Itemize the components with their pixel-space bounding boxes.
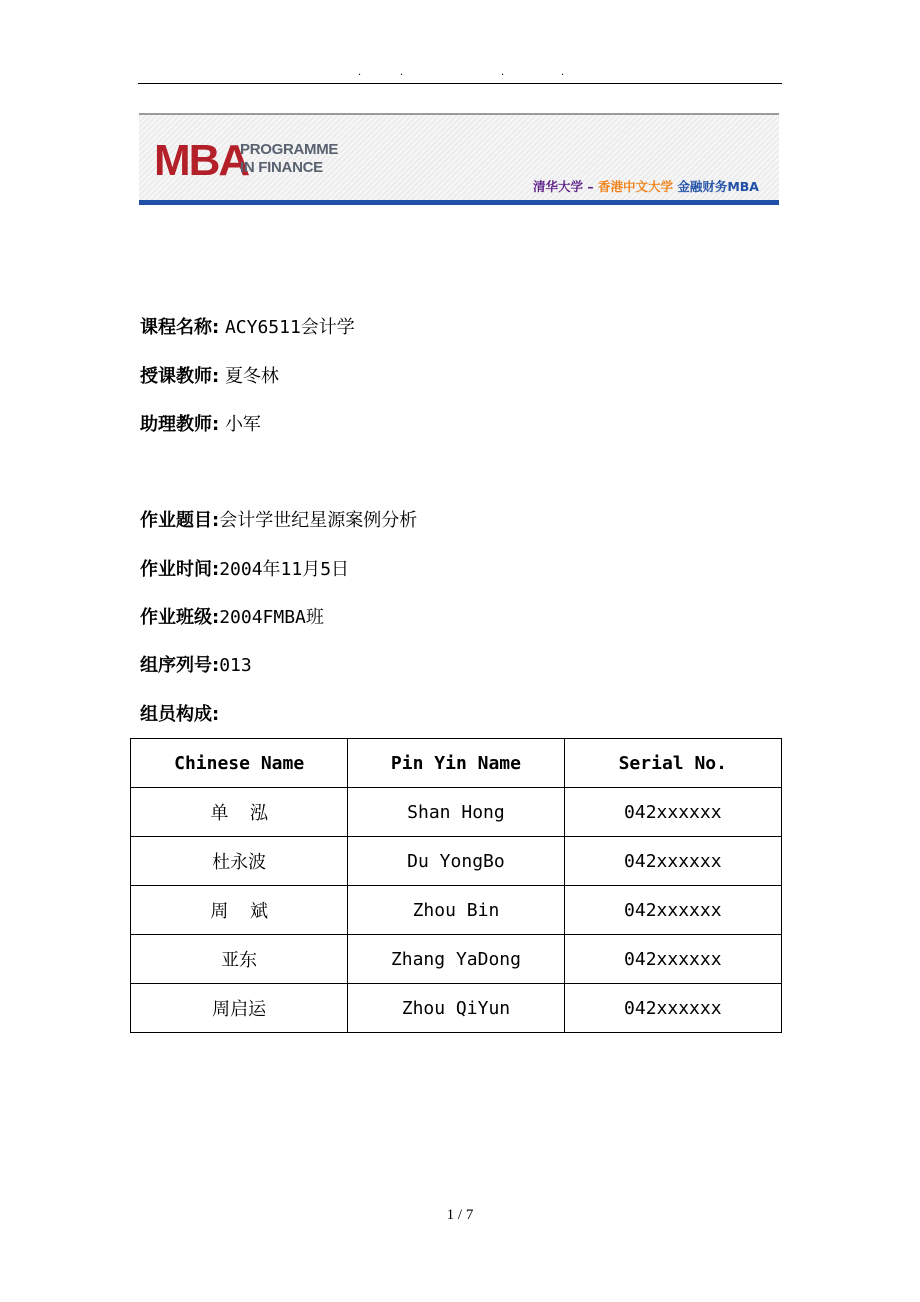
class-field [140, 606, 324, 630]
table-row [131, 935, 782, 984]
table-row [131, 886, 782, 935]
header-dot: . [358, 67, 362, 78]
teacher-label: 授课教师: [140, 366, 220, 387]
cell-pinyin-name: Zhang YaDong [348, 935, 564, 984]
table-row [131, 984, 782, 1033]
cell-pinyin-name: Du YongBo [348, 837, 564, 886]
topic-value: 会计学世纪星源案例分析 [219, 510, 418, 531]
header-dots [138, 66, 782, 80]
cell-serial-no: 042xxxxxx [564, 935, 781, 984]
partner-program: 金融财务MBA [677, 179, 759, 194]
topic-label: 作业题目: [140, 510, 220, 531]
class-value: 2004FMBA班 [219, 607, 324, 628]
cell-pinyin-name: Zhou QiYun [348, 984, 564, 1033]
cell-serial-no: 042xxxxxx [564, 984, 781, 1033]
cell-chinese-name: 周启运 [131, 984, 348, 1033]
assistant-field [140, 413, 261, 437]
assistant-value: 小军 [224, 414, 261, 435]
cell-chinese-name: 周 斌 [131, 886, 348, 935]
cell-serial-no: 042xxxxxx [564, 837, 781, 886]
header-serial-no: Serial No. [564, 739, 781, 788]
assistant-label: 助理教师: [140, 414, 220, 435]
time-field [140, 558, 349, 582]
group-value: 013 [219, 655, 252, 676]
programme-line1: PROGRAMME [240, 141, 339, 158]
table-header-row [131, 739, 782, 788]
cell-pinyin-name: Zhou Bin [348, 886, 564, 935]
header-pinyin-name: Pin Yin Name [348, 739, 564, 788]
members-field [140, 703, 219, 727]
cell-chinese-name: 亚东 [131, 935, 348, 984]
members-table [130, 738, 782, 1033]
banner-blue-bar [139, 200, 779, 205]
partner-schools [533, 179, 759, 195]
course-field [140, 316, 355, 340]
programme-title [240, 141, 338, 177]
cell-pinyin-name: Shan Hong [348, 788, 564, 837]
cell-serial-no: 042xxxxxx [564, 788, 781, 837]
mba-banner [139, 113, 779, 205]
time-value: 2004年11月5日 [219, 559, 350, 580]
members-label: 组员构成: [140, 704, 220, 725]
group-field [140, 654, 252, 678]
cell-chinese-name: 杜永波 [131, 837, 348, 886]
table-row [131, 788, 782, 837]
header-rule [138, 83, 782, 84]
teacher-value: 夏冬林 [224, 366, 279, 387]
page-number: 1 / 7 [446, 1207, 474, 1223]
topic-field [140, 509, 417, 533]
header-chinese-name: Chinese Name [131, 739, 348, 788]
group-label: 组序列号: [140, 655, 220, 676]
teacher-field [140, 365, 279, 389]
time-label: 作业时间: [140, 559, 220, 580]
header-dot: . [400, 67, 404, 78]
partner-separator: – [587, 179, 594, 194]
table-row [131, 837, 782, 886]
cell-serial-no: 042xxxxxx [564, 886, 781, 935]
header-dot: . [501, 67, 505, 78]
partner-cuhk: 香港中文大学 [597, 179, 673, 194]
partner-tsinghua: 清华大学 [532, 179, 583, 194]
mba-logo-text: MBA [154, 136, 249, 185]
class-label: 作业班级: [140, 607, 220, 628]
header-dot: . [561, 67, 565, 78]
programme-line2: IN FINANCE [240, 159, 323, 176]
course-label: 课程名称: [140, 317, 220, 338]
course-value: ACY6511会计学 [224, 317, 355, 338]
cell-chinese-name: 单 泓 [131, 788, 348, 837]
